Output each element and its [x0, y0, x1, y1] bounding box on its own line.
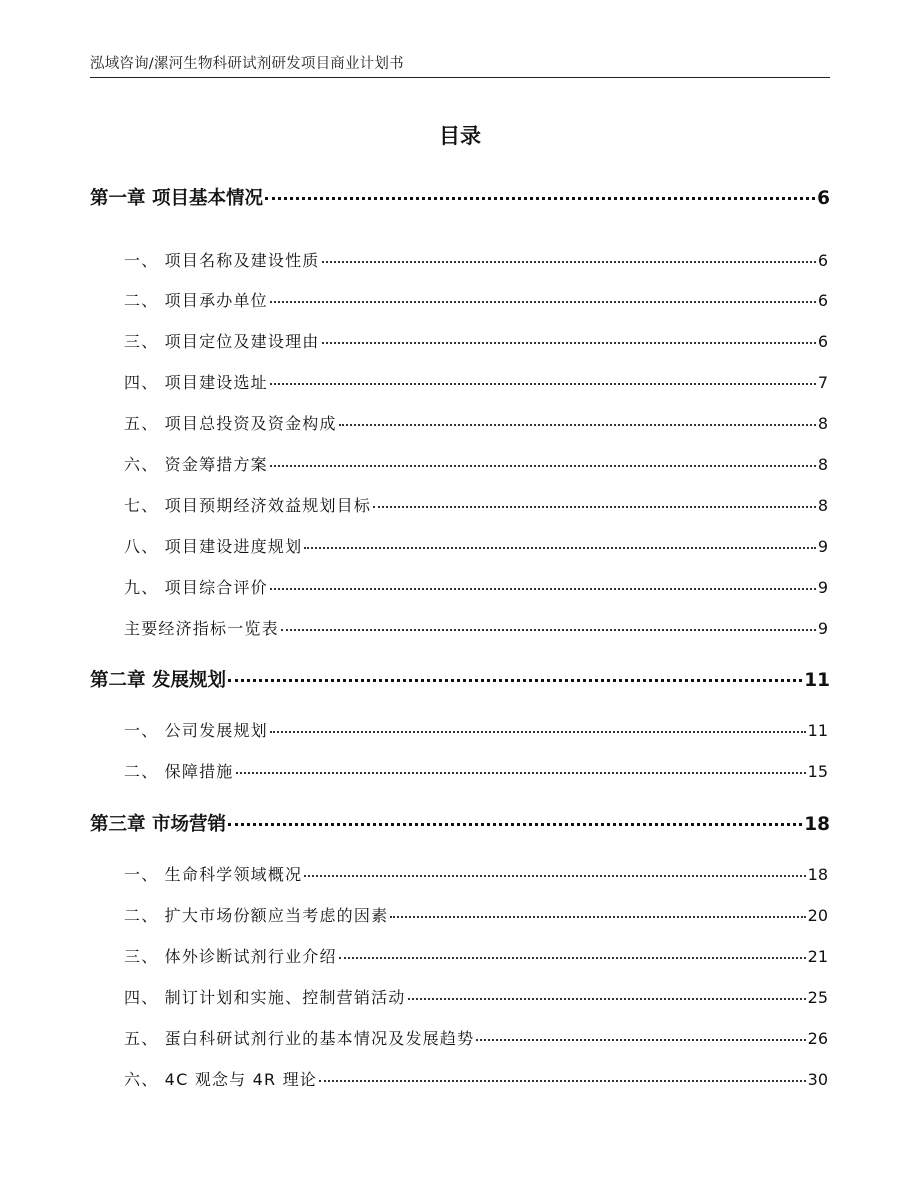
toc-entry-page: 18 [807, 865, 828, 884]
toc-entry-label: 五、 蛋白科研试剂行业的基本情况及发展趋势 [124, 1029, 475, 1048]
toc-entry-page: 9 [817, 619, 828, 638]
toc-entry-label: 三、 项目定位及建设理由 [124, 332, 320, 351]
toc-entry-label: 二、 项目承办单位 [124, 291, 268, 310]
toc-entry-label: 一、 公司发展规划 [124, 721, 268, 740]
toc-entry-chapter[interactable] [90, 810, 830, 836]
toc-entry-label: 四、 项目建设选址 [124, 373, 268, 392]
toc-entry[interactable] [124, 718, 828, 741]
toc-entry-page: 18 [804, 814, 830, 835]
toc-entry-label: 六、 资金筹措方案 [124, 455, 268, 474]
toc-entry-page: 11 [804, 670, 830, 691]
toc-entry-page: 26 [807, 1029, 828, 1048]
dot-leader [236, 772, 806, 774]
toc-entry-chapter[interactable] [90, 184, 830, 210]
running-header: 泓域咨询/漯河生物科研试剂研发项目商业计划书 [90, 56, 404, 72]
toc-entry-label: 八、 项目建设进度规划 [124, 537, 303, 556]
toc-entry-label: 五、 项目总投资及资金构成 [124, 414, 337, 433]
toc-entry[interactable] [124, 944, 828, 967]
toc-entry[interactable] [124, 903, 828, 926]
toc-entry-page: 6 [817, 291, 828, 310]
toc-entry-page: 11 [807, 721, 828, 740]
dot-leader [339, 424, 816, 426]
toc-entry-page: 8 [817, 496, 828, 515]
toc-entry[interactable] [124, 575, 828, 598]
dot-leader [408, 998, 806, 1000]
toc-entry-page: 7 [817, 373, 828, 392]
toc-entry-page: 9 [817, 537, 828, 556]
toc-entry-page: 30 [807, 1070, 828, 1089]
toc-title: 目录 [439, 124, 481, 148]
dot-leader [319, 1080, 806, 1082]
toc-entry-page: 6 [817, 251, 828, 270]
toc-entry-label: 第一章 项目基本情况 [90, 188, 263, 209]
dot-leader [390, 916, 805, 918]
toc-entry[interactable] [124, 493, 828, 516]
toc-entry[interactable] [124, 248, 828, 271]
dot-leader [304, 547, 816, 549]
toc-entry-label: 六、 4C 观念与 4R 理论 [124, 1070, 317, 1089]
toc-entry-label: 主要经济指标一览表 [124, 619, 279, 638]
dot-leader [322, 261, 816, 263]
toc-entry-page: 20 [807, 906, 828, 925]
toc-entry-page: 6 [817, 332, 828, 351]
dot-leader [476, 1039, 805, 1041]
dot-leader [270, 465, 816, 467]
toc-entry-label: 四、 制订计划和实施、控制营销活动 [124, 988, 406, 1007]
toc-entry-label: 一、 生命科学领域概况 [124, 865, 303, 884]
toc-entry-page: 6 [817, 188, 830, 209]
toc-entry-label: 七、 项目预期经济效益规划目标 [124, 496, 372, 515]
toc-entry-page: 15 [807, 762, 828, 781]
dot-leader [373, 506, 816, 508]
dot-leader [270, 383, 816, 385]
toc-entry[interactable] [124, 616, 828, 639]
toc-entry[interactable] [124, 759, 828, 782]
dot-leader [265, 197, 815, 200]
toc-entry[interactable] [124, 862, 828, 885]
toc-entry-page: 8 [817, 455, 828, 474]
toc-entry[interactable] [124, 534, 828, 557]
toc-entry-label: 三、 体外诊断试剂行业介绍 [124, 947, 337, 966]
toc-entry-page: 25 [807, 988, 828, 1007]
toc-entry-page: 9 [817, 578, 828, 597]
toc-entry-page: 21 [807, 947, 828, 966]
dot-leader [339, 957, 806, 959]
toc-entry-page: 8 [817, 414, 828, 433]
toc-entry-label: 第二章 发展规划 [90, 670, 226, 691]
toc-entry[interactable] [124, 288, 828, 311]
dot-leader [228, 679, 802, 682]
dot-leader [270, 588, 816, 590]
header-divider [90, 77, 830, 78]
toc-entry-label: 一、 项目名称及建设性质 [124, 251, 320, 270]
dot-leader [322, 342, 816, 344]
toc-entry-label: 九、 项目综合评价 [124, 578, 268, 597]
toc-entry-chapter[interactable] [90, 666, 830, 692]
toc-entry[interactable] [124, 985, 828, 1008]
dot-leader [228, 823, 802, 826]
toc-entry[interactable] [124, 370, 828, 393]
toc-entry-label: 第三章 市场营销 [90, 814, 226, 835]
dot-leader [270, 301, 816, 303]
toc-entry[interactable] [124, 1067, 828, 1090]
dot-leader [270, 731, 806, 733]
dot-leader [281, 629, 816, 631]
toc-entry-label: 二、 扩大市场份额应当考虑的因素 [124, 906, 389, 925]
toc-entry[interactable] [124, 411, 828, 434]
toc-entry[interactable] [124, 329, 828, 352]
toc-entry[interactable] [124, 452, 828, 475]
dot-leader [304, 875, 805, 877]
toc-entry[interactable] [124, 1026, 828, 1049]
toc-entry-label: 二、 保障措施 [124, 762, 234, 781]
